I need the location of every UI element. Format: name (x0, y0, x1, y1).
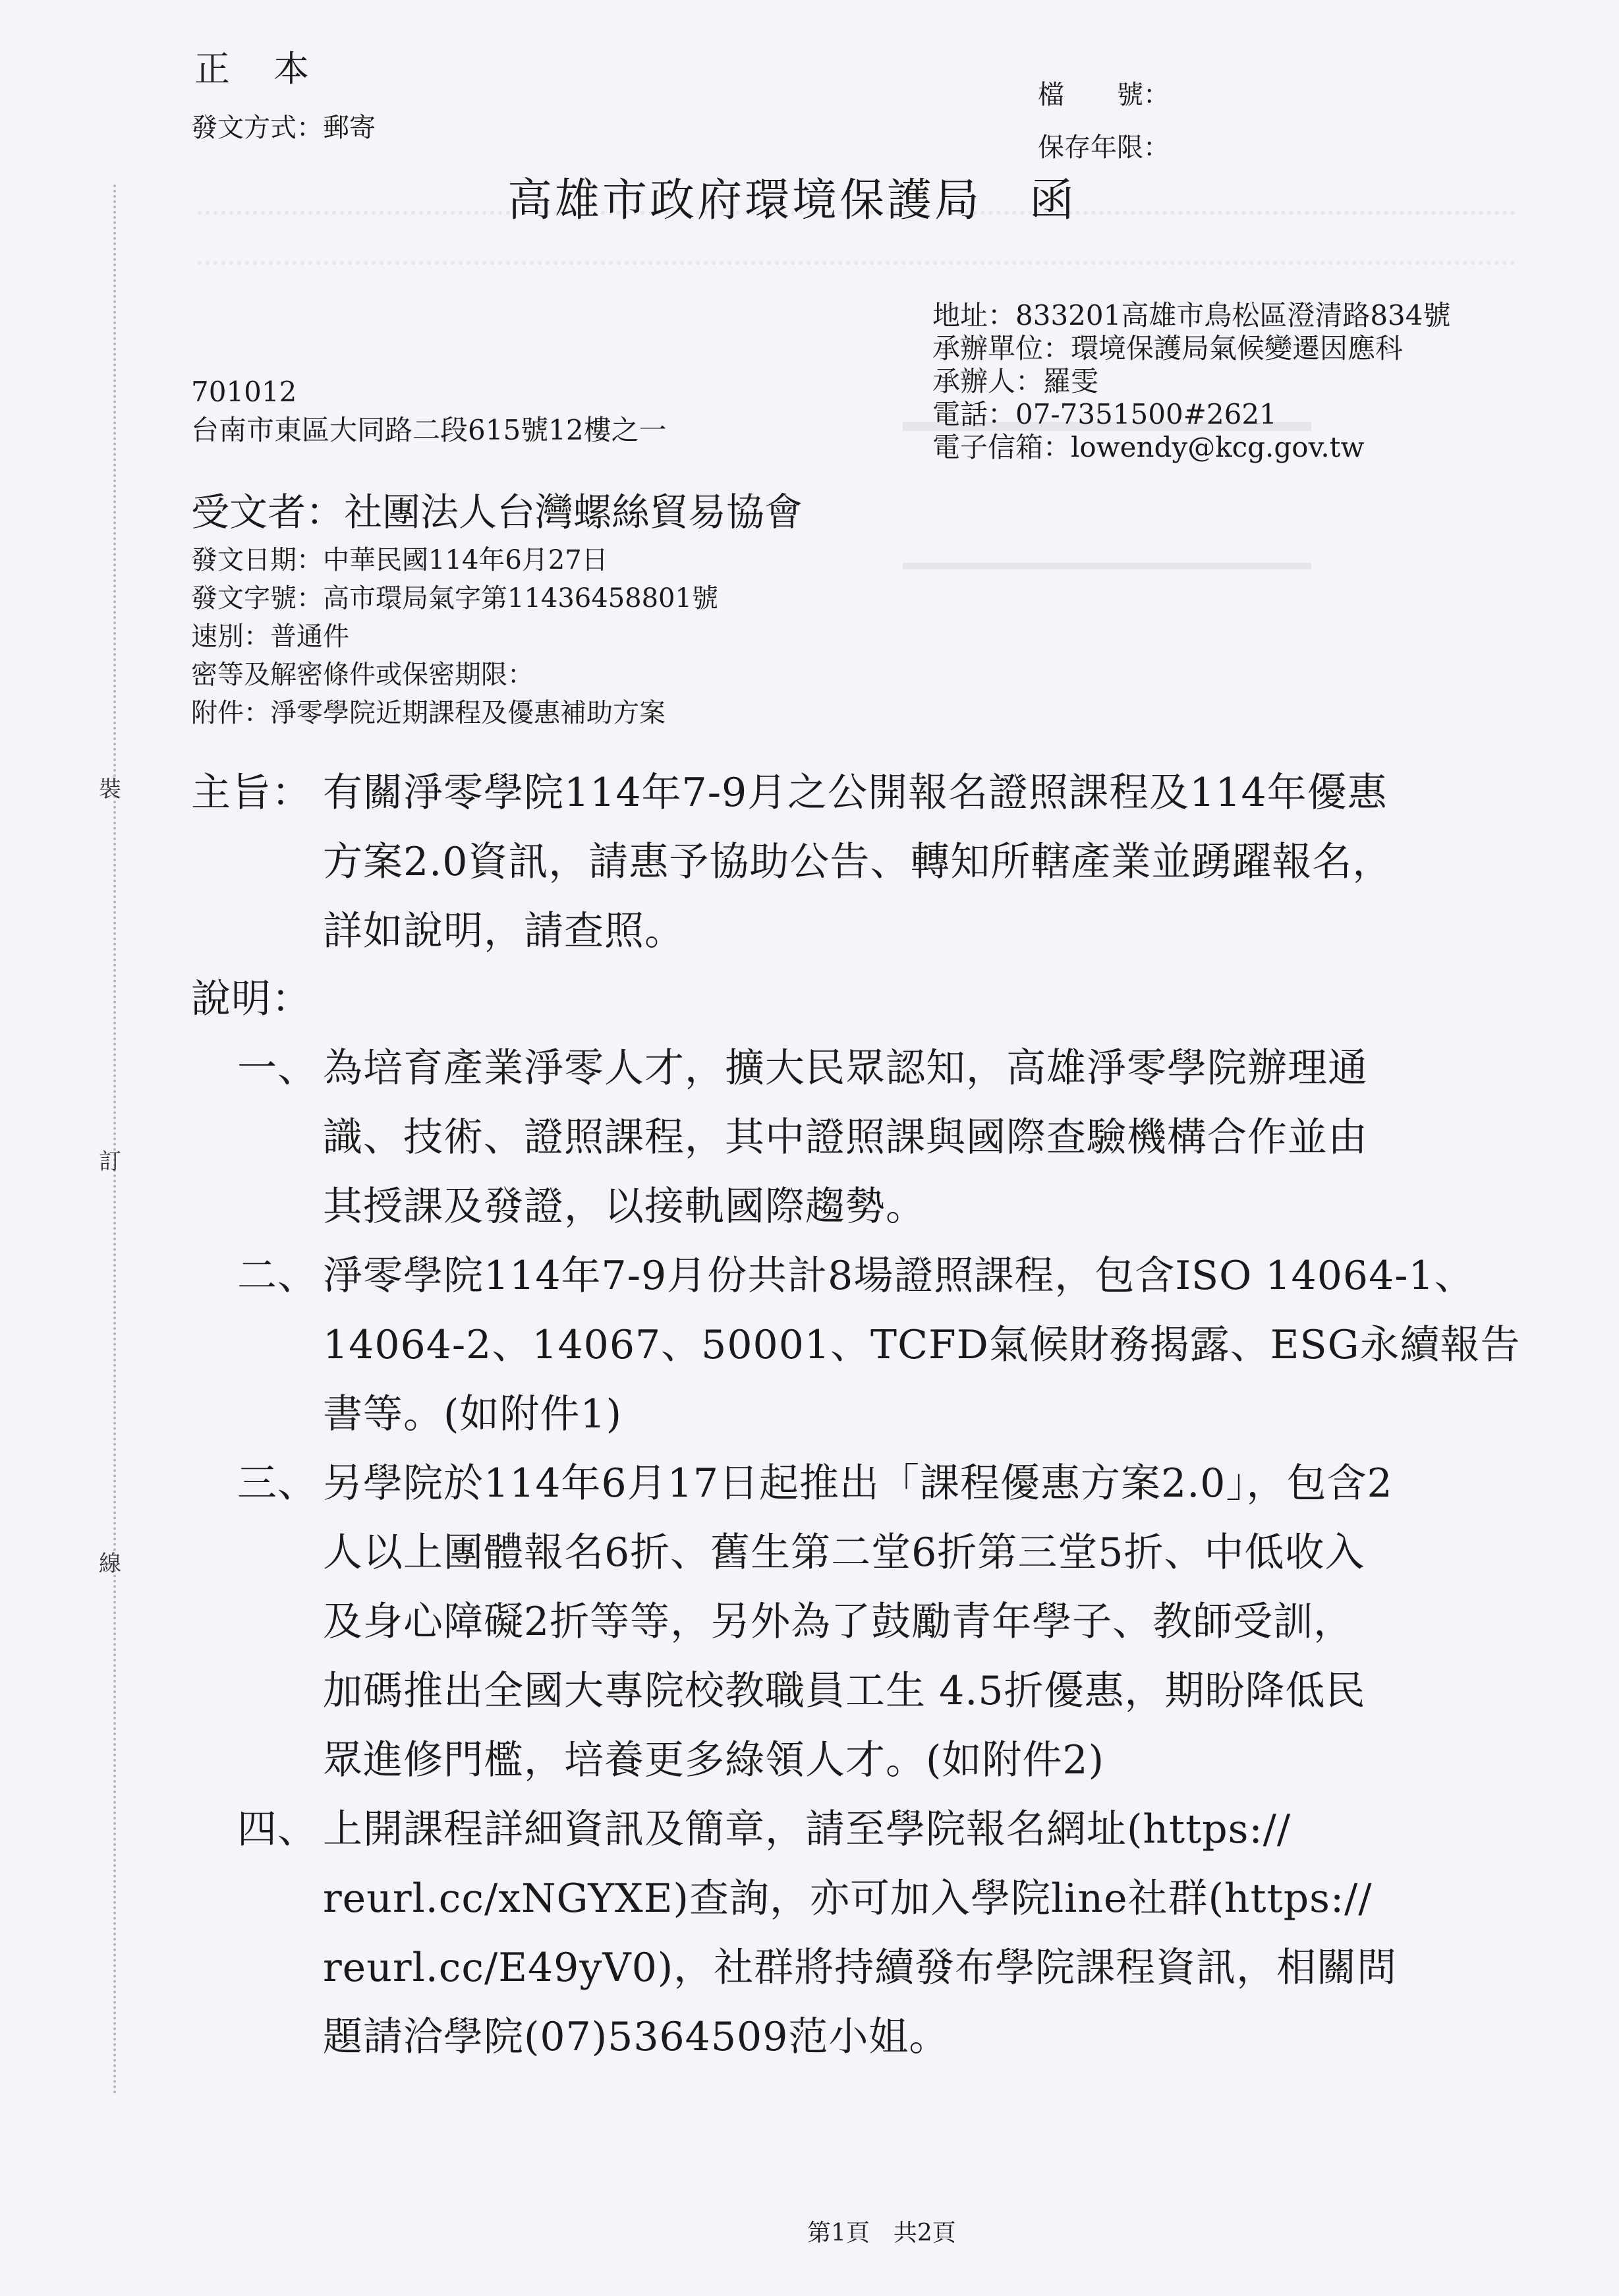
sender-unit: 承辦單位：環境保護局氣候變遷因應科 (932, 332, 1404, 364)
receiver-line: 受文者：社團法人台灣螺絲貿易協會 (191, 490, 803, 534)
sender-phone: 電話：07-7351500#2621 (932, 398, 1277, 430)
item-line: 為培育產業淨零人才，擴大民眾認知，高雄淨零學院辦理通 (323, 1045, 1368, 1091)
binding-mark-ding: 訂 (99, 1149, 121, 1175)
sender-address: 地址：833201高雄市鳥松區澄清路834號 (932, 299, 1451, 331)
delivery-speed: 速別：普通件 (191, 621, 349, 652)
item-line: reurl.cc/E49yV0)，社群將持續發布學院課程資訊，相關問 (323, 1945, 1398, 1991)
item-line: 上開課程詳細資訊及簡章，請至學院報名網址(https:// (323, 1806, 1292, 1852)
sender-officer: 承辦人：羅雯 (932, 365, 1099, 397)
item-line: 題請洽學院(07)5364509范小姐。 (323, 2014, 950, 2060)
binding-mark-xian: 線 (99, 1551, 121, 1577)
document-title: 高雄市政府環境保護局 函 (507, 175, 1077, 227)
recipient-address: 台南市東區大同路二段615號12樓之一 (191, 414, 667, 446)
subject-line: 方案2.0資訊，請惠予協助公告、轉知所轄產業並踴躍報名， (323, 839, 1393, 885)
item-number: 三、 (237, 1460, 318, 1507)
item-line: 其授課及發證，以接軌國際趨勢。 (323, 1184, 926, 1230)
subject-line: 有關淨零學院114年7-9月之公開報名證照課程及114年優惠 (323, 770, 1388, 816)
item-line: 人以上團體報名6折、舊生第二堂6折第三堂5折、中低收入 (323, 1530, 1365, 1576)
retention-label: 保存年限： (1038, 132, 1170, 163)
item-line: 及身心障礙2折等等，另外為了鼓勵青年學子、教師受訓， (323, 1599, 1354, 1645)
explanation-label: 說明： (191, 976, 312, 1022)
item-number: 二、 (237, 1253, 318, 1299)
issue-date: 發文日期：中華民國114年6月27日 (191, 545, 608, 575)
sender-email: 電子信箱：lowendy@kcg.gov.tw (932, 431, 1365, 463)
subject-line: 詳如說明，請查照。 (323, 908, 685, 954)
copy-mark: 正 本 (194, 48, 313, 90)
item-line: 識、技術、證照課程，其中證照課與國際查驗機構合作並由 (323, 1114, 1368, 1161)
item-line: 眾進修門檻，培養更多綠領人才。(如附件2) (323, 1737, 1104, 1783)
item-number: 一、 (237, 1045, 318, 1091)
item-line: reurl.cc/xNGYXE)查詢，亦可加入學院line社群(https:// (323, 1876, 1373, 1922)
item-line: 14064-2、14067、50001、TCFD氣候財務揭露、ESG永續報告 (323, 1322, 1521, 1368)
send-method: 發文方式：郵寄 (191, 113, 376, 143)
item-line: 書等。(如附件1) (323, 1391, 622, 1437)
binding-dotted-line (113, 185, 116, 2096)
document-number: 發文字號：高市環局氣字第11436458801號 (191, 583, 718, 614)
page-number: 第1頁 共2頁 (807, 2220, 956, 2247)
attachment-line: 附件：淨零學院近期課程及優惠補助方案 (191, 698, 666, 728)
subject-label: 主旨： (191, 770, 312, 816)
item-line: 另學院於114年6月17日起推出「課程優惠方案2.0」，包含2 (323, 1460, 1393, 1507)
recipient-postcode: 701012 (191, 376, 297, 408)
file-number-label: 檔 號： (1038, 80, 1170, 110)
item-line: 加碼推出全國大專院校教職員工生 4.5折優惠，期盼降低民 (323, 1668, 1366, 1714)
binding-mark-zhuang: 裝 (99, 776, 121, 803)
item-line: 淨零學院114年7-9月份共計8場證照課程，包含ISO 14064-1、 (323, 1253, 1475, 1299)
item-number: 四、 (237, 1806, 318, 1852)
secrecy-level: 密等及解密條件或保密期限： (191, 660, 534, 690)
